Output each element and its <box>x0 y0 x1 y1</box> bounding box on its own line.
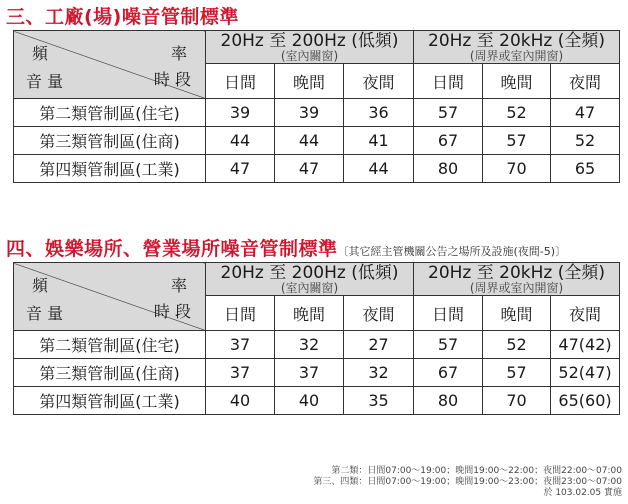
section-title-text: 三、工廠(場)噪音管制標準 <box>6 6 239 28</box>
table-row <box>14 331 620 359</box>
table-row <box>14 387 620 415</box>
period-header-night: 夜間 <box>551 64 620 99</box>
frequency-label: 頻 率 <box>32 276 187 295</box>
period-label: 時 段 <box>153 70 191 89</box>
period-header-evening: 晚間 <box>275 64 344 99</box>
zone-label: 第四類管制區(工業) <box>14 155 206 183</box>
period-header-night: 夜間 <box>344 64 414 99</box>
footnote-effective-date: 於 103.02.05 實施 <box>543 488 622 498</box>
table-cell: 47 <box>551 99 620 127</box>
table-cell: 67 <box>414 127 483 155</box>
section-title-entertainment-noise <box>6 234 566 261</box>
band-header-full-frequency: 20Hz 至 20kHz (全頻) (周界或室內開窗) <box>414 263 620 296</box>
period-header-evening: 晚間 <box>483 64 551 99</box>
table-cell: 35 <box>344 387 414 415</box>
period-header-night: 夜間 <box>344 296 414 331</box>
section-note: 〔其它經主管機關公告之場所及設施(夜間-5)〕 <box>337 245 567 258</box>
table-row <box>14 359 620 387</box>
table-cell: 41 <box>344 127 414 155</box>
table-cell: 47 <box>206 155 275 183</box>
table-header-band-row <box>14 263 620 296</box>
table-cell: 44 <box>275 127 344 155</box>
band-header-low-frequency: 20Hz 至 200Hz (低頻) (室內關窗) <box>206 31 414 64</box>
zone-label: 第二類管制區(住宅) <box>14 99 206 127</box>
table-cell: 65 <box>551 155 620 183</box>
period-header-day: 日間 <box>414 64 483 99</box>
table-cell: 70 <box>483 387 551 415</box>
table-cell: 47 <box>275 155 344 183</box>
period-header-day: 日間 <box>206 64 275 99</box>
table-cell: 80 <box>414 155 483 183</box>
table-cell: 70 <box>483 155 551 183</box>
entertainment-noise-standard-table <box>13 262 620 415</box>
table-cell: 57 <box>414 331 483 359</box>
table-cell: 52 <box>483 99 551 127</box>
period-header-night: 夜間 <box>551 296 620 331</box>
zone-label: 第四類管制區(工業) <box>14 387 206 415</box>
table-cell: 37 <box>206 359 275 387</box>
table-cell: 44 <box>344 155 414 183</box>
table-cell: 57 <box>414 99 483 127</box>
section-title-text: 四、娛樂場所、營業場所噪音管制標準 <box>6 238 338 260</box>
table-cell: 57 <box>483 359 551 387</box>
zone-label: 第二類管制區(住宅) <box>14 331 206 359</box>
table-cell: 52 <box>551 127 620 155</box>
table-row <box>14 99 620 127</box>
table-cell: 44 <box>206 127 275 155</box>
table-cell: 39 <box>275 99 344 127</box>
volume-label: 音 量 <box>26 72 64 91</box>
factory-noise-standard-table <box>13 30 620 183</box>
table-cell: 67 <box>414 359 483 387</box>
table-row <box>14 155 620 183</box>
table-cell: 37 <box>206 331 275 359</box>
volume-label: 音 量 <box>26 304 64 323</box>
table-corner-header <box>14 263 206 331</box>
table-cell: 32 <box>275 331 344 359</box>
table-cell: 57 <box>483 127 551 155</box>
table-cell: 39 <box>206 99 275 127</box>
table-cell: 47(42) <box>551 331 620 359</box>
frequency-label: 頻 率 <box>32 44 187 63</box>
period-header-evening: 晚間 <box>275 296 344 331</box>
section-title-factory-noise <box>6 2 239 29</box>
period-header-day: 日間 <box>206 296 275 331</box>
table-cell: 80 <box>414 387 483 415</box>
table-cell: 32 <box>344 359 414 387</box>
zone-label: 第三類管制區(住商) <box>14 127 206 155</box>
footnote-category-two-hours: 第二類：日間07:00～19:00；晚間19:00～22:00；夜間22:00～07:00 <box>331 466 622 476</box>
table-cell: 36 <box>344 99 414 127</box>
table-cell: 52 <box>483 331 551 359</box>
band-header-low-frequency: 20Hz 至 200Hz (低頻) (室內關窗) <box>206 263 414 296</box>
period-label: 時 段 <box>153 302 191 321</box>
table-cell: 40 <box>275 387 344 415</box>
period-header-evening: 晚間 <box>483 296 551 331</box>
table-row <box>14 127 620 155</box>
table-cell: 65(60) <box>551 387 620 415</box>
table-header-band-row <box>14 31 620 64</box>
table-cell: 52(47) <box>551 359 620 387</box>
footnote-category-three-four-hours: 第三、四類：日間07:00～19:00；晚間19:00～23:00；夜間23:00～07:00 <box>313 477 622 487</box>
table-cell: 37 <box>275 359 344 387</box>
zone-label: 第三類管制區(住商) <box>14 359 206 387</box>
table-cell: 27 <box>344 331 414 359</box>
band-header-full-frequency: 20Hz 至 20kHz (全頻) (周界或室內開窗) <box>414 31 620 64</box>
table-cell: 40 <box>206 387 275 415</box>
period-header-day: 日間 <box>414 296 483 331</box>
table-corner-header <box>14 31 206 99</box>
